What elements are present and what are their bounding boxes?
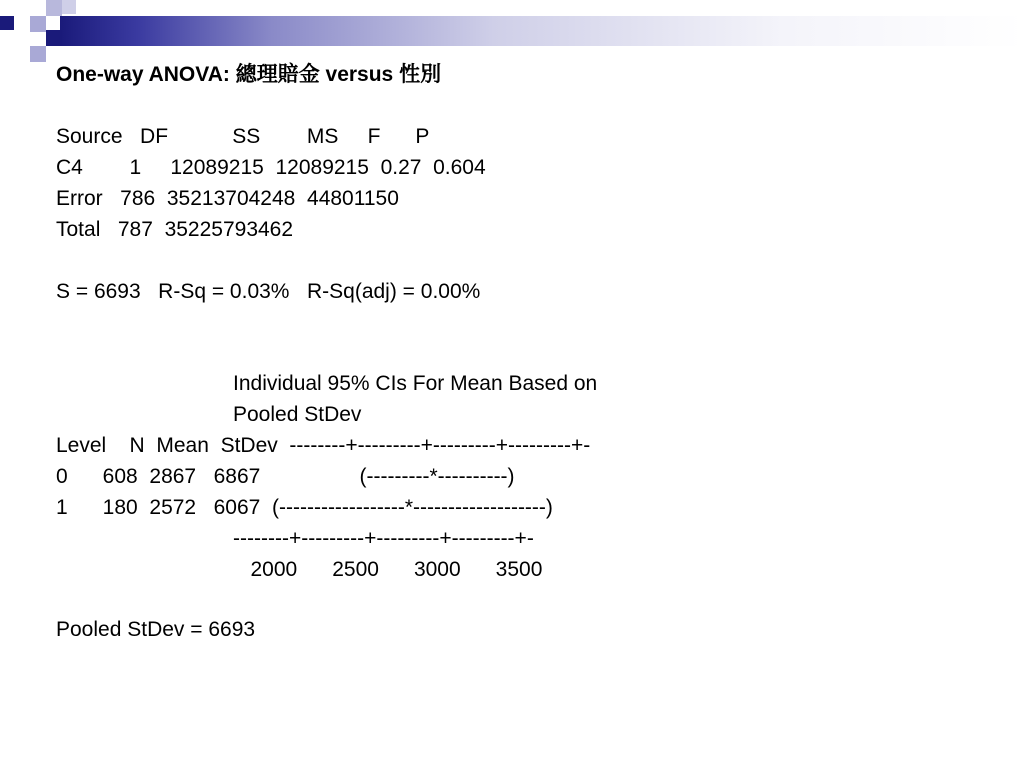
- level-table-header: Level N Mean StDev --------+---------+---------+---------+-: [56, 434, 591, 457]
- slide-title: One-way ANOVA: 總理賠金 versus 性別: [56, 63, 442, 86]
- decor-square: [30, 16, 46, 32]
- header-gradient-band: [60, 16, 1024, 46]
- decor-square: [14, 30, 30, 46]
- decor-square: [62, 0, 76, 14]
- anova-row-c4: C4 1 12089215 12089215 0.27 0.604: [56, 156, 486, 179]
- anova-table-header: Source DF SS MS F P: [56, 125, 430, 148]
- level-row-1: 1 180 2572 6067 (------------------*-------------------): [56, 496, 553, 519]
- decor-square: [46, 0, 62, 16]
- decor-square: [30, 46, 46, 62]
- ci-heading-line-2: Pooled StDev: [233, 403, 362, 426]
- fit-statistics: S = 6693 R-Sq = 0.03% R-Sq(adj) = 0.00%: [56, 280, 481, 303]
- ci-axis-line: --------+---------+---------+---------+-: [233, 527, 534, 550]
- pooled-stdev: Pooled StDev = 6693: [56, 618, 256, 641]
- anova-row-total: Total 787 35225793462: [56, 218, 294, 241]
- anova-row-error: Error 786 35213704248 44801150: [56, 187, 399, 210]
- ci-axis-ticks: 2000 2500 3000 3500: [233, 558, 543, 581]
- decor-square: [14, 0, 30, 16]
- ci-heading-line-1: Individual 95% CIs For Mean Based on: [233, 372, 598, 395]
- decor-square: [46, 30, 62, 46]
- decor-square: [0, 16, 14, 30]
- level-row-0: 0 608 2867 6867 (---------*----------): [56, 465, 515, 488]
